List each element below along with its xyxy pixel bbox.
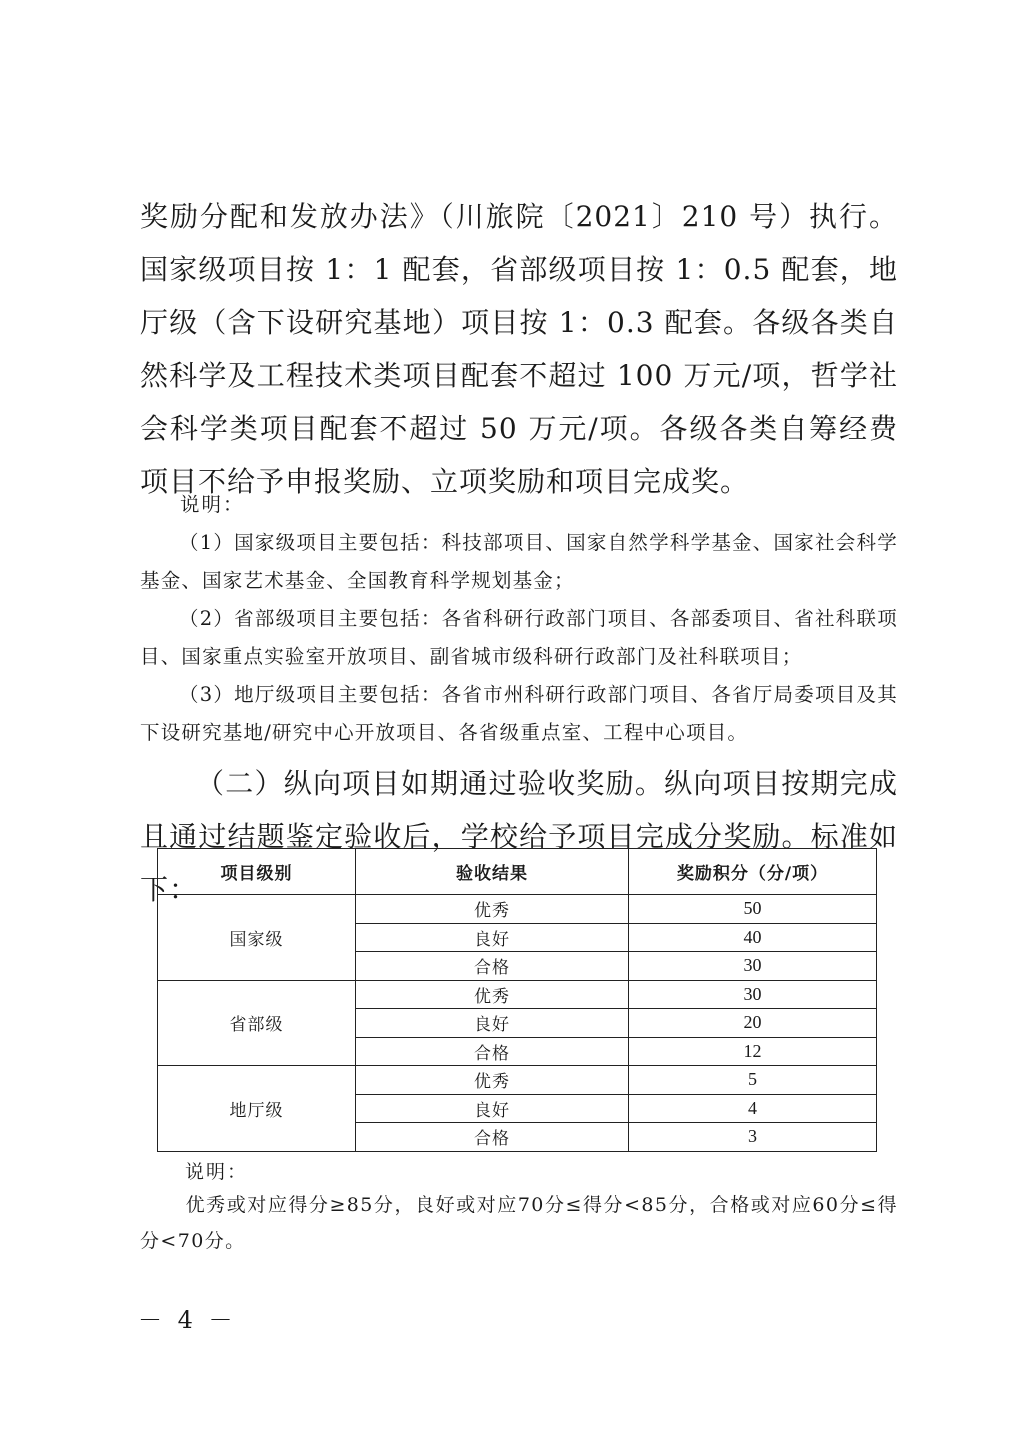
notes-title: 说明： [180, 493, 245, 516]
note-item-national: （1）国家级项目主要包括：科技部项目、国家自然学科学基金、国家社会科学基金、国家艺术基金、全国教育科学规划基金； [140, 531, 898, 592]
score-cell: 4 [629, 1094, 877, 1123]
result-cell: 合格 [356, 1123, 629, 1152]
result-cell: 合格 [356, 952, 629, 981]
score-cell: 30 [629, 980, 877, 1009]
level-cell: 省部级 [158, 980, 356, 1066]
score-cell: 40 [629, 923, 877, 952]
page-number: － 4 － [138, 1306, 237, 1334]
score-cell: 12 [629, 1037, 877, 1066]
table-row [158, 1066, 877, 1095]
result-cell: 良好 [356, 1009, 629, 1038]
reward-table [157, 848, 877, 1152]
main-paragraph: 奖励分配和发放办法》（川旅院〔2021〕210 号）执行。国家级项目按 1：1 配套，省部级项目按 1：0.5 配套，地厅级（含下设研究基地）项目按 1：0.3 配套。各级各类自然科学及工程技术类项目配套不超过 100 万元/项，哲学社会科学类项目配套不超过 50 万元/项。各级各类自筹经费项目不给予申报奖励、立项奖励和项目完成奖。 [140, 200, 898, 498]
result-cell: 优秀 [356, 895, 629, 924]
note-item-provincial: （2）省部级项目主要包括：各省科研行政部门项目、各部委项目、省社科联项目、国家重点实验室开放项目、副省城市级科研行政部门及社科联项目； [140, 607, 898, 668]
level-cell: 国家级 [158, 895, 356, 981]
table-row [158, 895, 877, 924]
score-cell: 20 [629, 1009, 877, 1038]
score-cell: 30 [629, 952, 877, 981]
result-cell: 良好 [356, 923, 629, 952]
score-cell: 3 [629, 1123, 877, 1152]
notes-list [140, 524, 898, 752]
table-header-row [158, 849, 877, 895]
header-level: 项目级别 [158, 849, 356, 895]
level-cell: 地厅级 [158, 1066, 356, 1152]
note-item-prefecture: （3）地厅级项目主要包括：各省市州科研行政部门项目、各省厅局委项目及其下设研究基地/研究中心开放项目、各省级重点室、工程中心项目。 [140, 683, 898, 744]
score-cell: 50 [629, 895, 877, 924]
section2-paragraph: （二）纵向项目如期通过验收奖励。纵向项目按期完成且通过结题鉴定验收后，学校给予项目完成分奖励。标准如下： [140, 767, 898, 906]
result-cell: 合格 [356, 1037, 629, 1066]
table-row [158, 980, 877, 1009]
footnote-title: 说明： [185, 1161, 249, 1183]
result-cell: 优秀 [356, 1066, 629, 1095]
header-result: 验收结果 [356, 849, 629, 895]
header-score: 奖励积分（分/项） [629, 849, 877, 895]
result-cell: 优秀 [356, 980, 629, 1009]
footnote-text: 优秀或对应得分≥85分，良好或对应70分≤得分<85分，合格或对应60分≤得分<70分。 [140, 1194, 898, 1252]
score-cell: 5 [629, 1066, 877, 1095]
result-cell: 良好 [356, 1094, 629, 1123]
